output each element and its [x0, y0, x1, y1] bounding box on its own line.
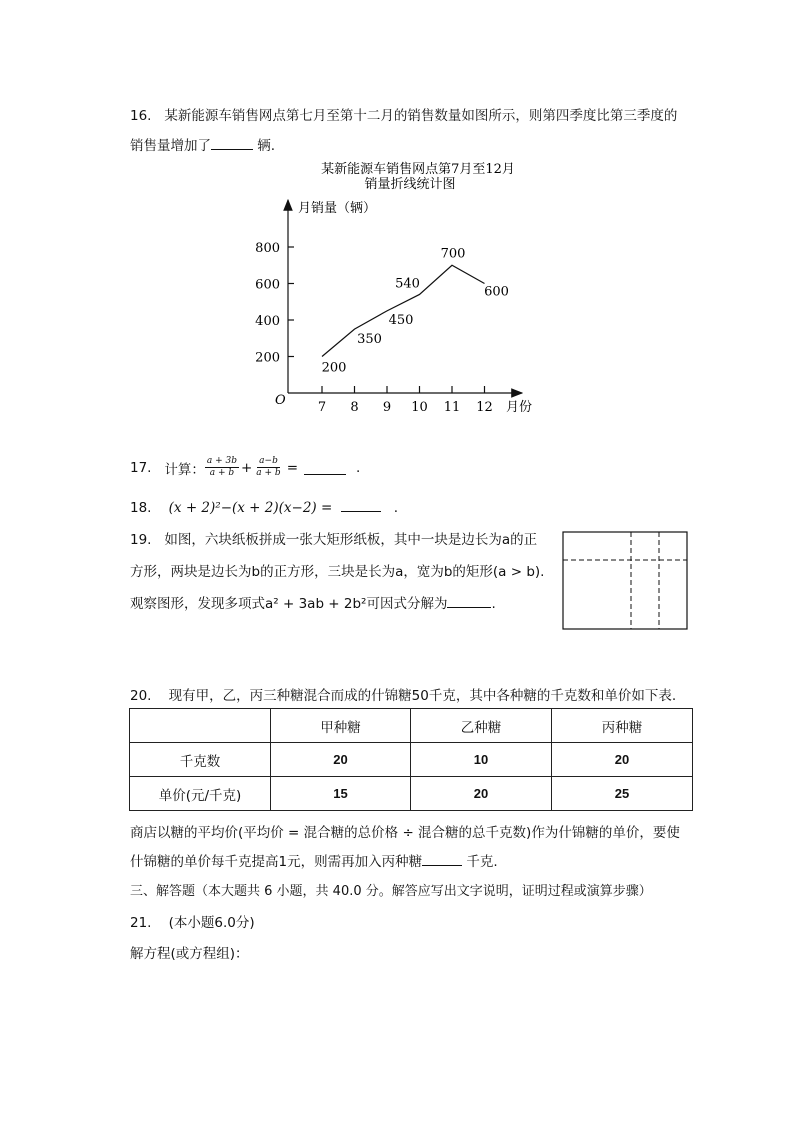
q17-equals: = — [286, 459, 298, 476]
q18-line — [130, 497, 398, 516]
table-header-cell — [130, 709, 271, 743]
q16-text: 某新能源车销售网点第七月至第十二月的销售数量如图所示，则第四季度比第三季度的 — [164, 108, 678, 124]
table-cell: 20 — [271, 743, 411, 777]
q19-end: . — [491, 596, 496, 612]
q21-score: (本小题6.0分) — [168, 915, 255, 931]
q20-text-2: 商店以糖的平均价(平均价 = 混合糖的总价格 ÷ 混合糖的总千克数)作为什锦糖的单价，要使 — [130, 825, 680, 841]
table-cell: 20 — [411, 777, 552, 811]
chart-subtitle: 销量折线统计图 — [364, 177, 456, 192]
q17-answer-blank[interactable] — [304, 460, 346, 475]
q18-number: 18. — [130, 500, 152, 516]
q20-answer-blank[interactable] — [422, 851, 462, 866]
q17-fraction-2 — [254, 456, 282, 479]
table-cell: 10 — [411, 743, 552, 777]
x-tick-label: 11 — [443, 400, 461, 415]
data-label: 200 — [321, 360, 347, 376]
q19-text-2: 方形，两块是边长为b的正方形，三块是长为a，宽为b的矩形(a > b). — [130, 564, 545, 580]
q21-line1 — [130, 911, 255, 931]
table-header-cell: 甲种糖 — [271, 709, 411, 743]
q20-line2 — [130, 821, 680, 841]
table-row-label: 单价(元/千克) — [130, 777, 271, 811]
q20-intro: 现有甲，乙，丙三种糖混合而成的什锦糖50千克，其中各种糖的千克数和单价如下表. — [168, 688, 677, 704]
data-label: 700 — [440, 246, 466, 262]
table-cell: 20 — [552, 743, 693, 777]
q21-line2 — [130, 942, 249, 962]
q19-number: 19. — [130, 532, 152, 548]
q18-expression: (x + 2)²−(x + 2)(x−2) = — [168, 500, 333, 516]
q19-line3 — [130, 592, 496, 612]
q20-intro-line — [130, 684, 676, 704]
q18-end: . — [393, 500, 399, 516]
q19-text-1: 如图，六块纸板拼成一张大矩形纸板，其中一块是边长为a的正 — [164, 532, 538, 548]
data-label: 540 — [395, 276, 420, 292]
data-label: 600 — [484, 284, 509, 300]
q21-number: 21. — [130, 915, 152, 931]
q17-frac1-numerator: a + 3b — [206, 456, 237, 466]
x-tick-label: 12 — [476, 400, 493, 415]
q20-line3 — [130, 850, 498, 870]
q20-number: 20. — [130, 688, 152, 704]
table-header-row — [130, 709, 693, 743]
x-tick-label: 8 — [350, 400, 359, 415]
q17-number: 17. — [130, 459, 152, 476]
q16-number: 16. — [130, 108, 152, 124]
x-tick-label: 7 — [317, 400, 327, 415]
table-row — [130, 743, 693, 777]
q19-rectangle-figure — [562, 531, 692, 633]
section3-heading: 三、解答题（本大题共 6 小题，共 40.0 分。解答应写出文字说明，证明过程或演算步骤） — [130, 884, 652, 899]
section-heading — [130, 880, 652, 899]
x-axis-label: 月份 — [506, 400, 533, 415]
q17-end: . — [356, 459, 361, 476]
q19-outer-rect — [563, 532, 687, 629]
y-tick-label: 600 — [255, 277, 280, 293]
q17-frac1-denominator: a + b — [209, 468, 235, 478]
q17-fraction-1 — [205, 456, 239, 479]
q17-plus: + — [240, 459, 253, 476]
q19-line2 — [130, 560, 544, 580]
q19-answer-blank[interactable] — [447, 593, 491, 608]
table-header-cell: 丙种糖 — [552, 709, 693, 743]
q20-suffix: 千克. — [466, 854, 498, 870]
q20-text-3: 什锦糖的单价每千克提高1元，则需再加入丙种糖 — [130, 854, 423, 870]
q16-prefix: 销售量增加了 — [130, 138, 211, 154]
q19-text-3: 观察图形，发现多项式a² + 3ab + 2b²可因式分解为 — [130, 596, 448, 612]
q21-instruction: 解方程(或方程组)： — [130, 946, 249, 962]
chart-title: 某新能源车销售网点第7月至12月 — [321, 162, 515, 177]
q17-frac2-denominator: a + b — [256, 468, 281, 478]
q17-prefix: 计算： — [164, 461, 205, 478]
y-tick-label: 400 — [255, 314, 280, 329]
q19-line1 — [130, 528, 537, 548]
q18-answer-blank[interactable] — [341, 497, 381, 512]
q20-sugar-table — [129, 708, 693, 811]
table-cell: 25 — [552, 777, 693, 811]
y-tick-label: 200 — [255, 350, 280, 366]
table-cell: 15 — [271, 777, 411, 811]
table-header-cell: 乙种糖 — [411, 709, 552, 743]
q16-suffix: 辆. — [257, 138, 276, 154]
x-tick-label: 10 — [411, 400, 428, 415]
q17-frac2-numerator: a−b — [259, 456, 278, 466]
q17-line — [130, 456, 360, 479]
y-axis-label: 月销量（辆） — [298, 201, 377, 216]
sales-line-chart — [0, 0, 794, 440]
table-row-label: 千克数 — [130, 743, 271, 777]
data-label: 450 — [388, 312, 414, 328]
origin-label: O — [275, 393, 286, 408]
table-row — [130, 777, 693, 811]
y-tick-label: 800 — [255, 241, 280, 256]
data-label: 350 — [357, 332, 382, 348]
x-tick-label: 9 — [382, 400, 392, 415]
